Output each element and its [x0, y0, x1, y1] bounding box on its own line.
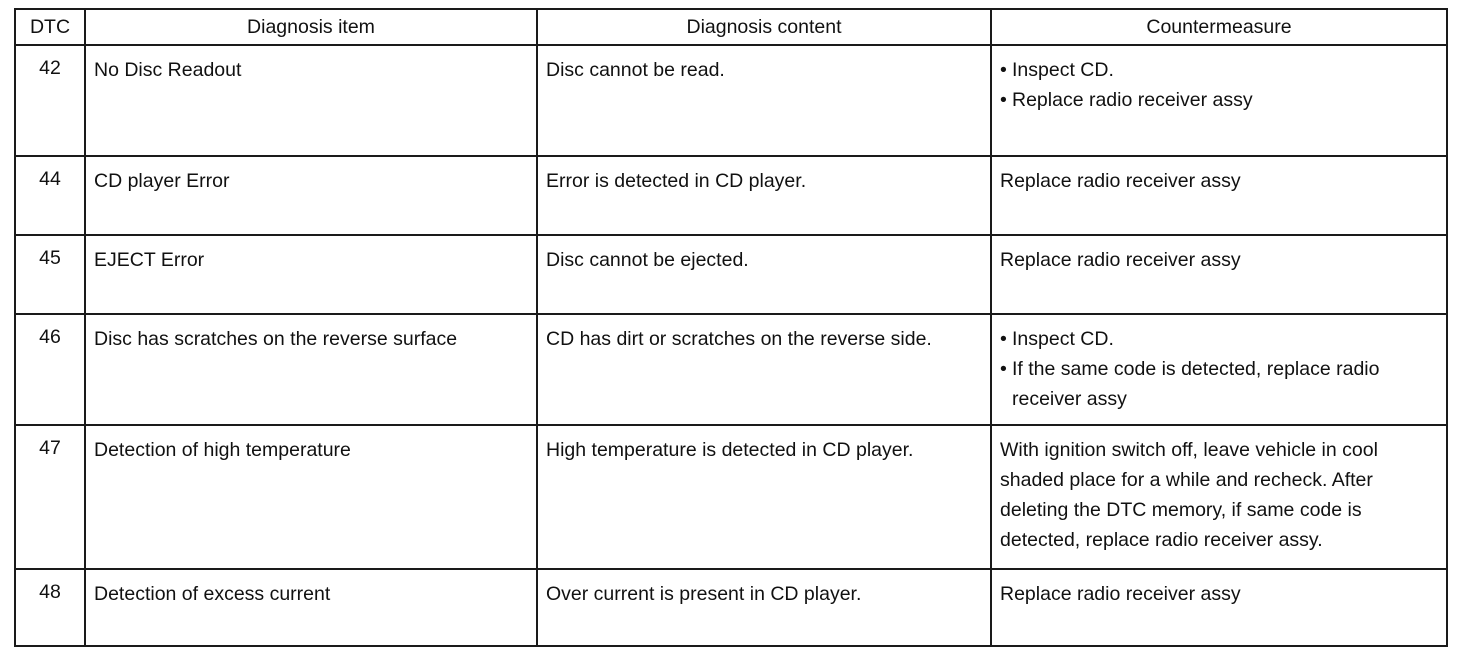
table-row — [15, 425, 1447, 569]
diagnosis-item: No Disc Readout — [85, 45, 537, 156]
header-countermeasure: Countermeasure — [991, 9, 1447, 45]
countermeasure: With ignition switch off, leave vehicle in cool shaded place for a while and recheck. After deleting the DTC memory, if same code is detected, replace radio receiver assy. — [991, 425, 1447, 569]
diagnosis-item: Detection of high temperature — [85, 425, 537, 569]
dtc-code: 47 — [15, 425, 85, 569]
diagnosis-item: Detection of excess current — [85, 569, 537, 646]
countermeasure: Replace radio receiver assy — [991, 569, 1447, 646]
countermeasure — [991, 314, 1447, 425]
table-row — [15, 45, 1447, 156]
dtc-code: 45 — [15, 235, 85, 314]
diagnosis-content: Error is detected in CD player. — [537, 156, 991, 235]
dtc-code: 48 — [15, 569, 85, 646]
countermeasure: Replace radio receiver assy — [991, 235, 1447, 314]
table-header-row — [15, 9, 1447, 45]
diagnosis-content: CD has dirt or scratches on the reverse side. — [537, 314, 991, 425]
diagnosis-content: Disc cannot be ejected. — [537, 235, 991, 314]
diagnosis-item: CD player Error — [85, 156, 537, 235]
countermeasure-bullet: • If the same code is detected, replace radio receiver assy — [1000, 354, 1438, 414]
table-row — [15, 156, 1447, 235]
dtc-table-container — [14, 8, 1448, 647]
countermeasure-list — [1000, 55, 1438, 115]
diagnosis-content: Disc cannot be read. — [537, 45, 991, 156]
diagnosis-content: High temperature is detected in CD player. — [537, 425, 991, 569]
header-dtc: DTC — [15, 9, 85, 45]
diagnosis-item: Disc has scratches on the reverse surface — [85, 314, 537, 425]
table-row — [15, 235, 1447, 314]
countermeasure-bullet: • Inspect CD. — [1000, 324, 1438, 354]
diagnosis-content: Over current is present in CD player. — [537, 569, 991, 646]
dtc-code: 44 — [15, 156, 85, 235]
header-diagnosis-item: Diagnosis item — [85, 9, 537, 45]
countermeasure-bullet: • Inspect CD. — [1000, 55, 1438, 85]
countermeasure-list — [1000, 324, 1438, 414]
countermeasure-bullet: • Replace radio receiver assy — [1000, 85, 1438, 115]
dtc-code: 46 — [15, 314, 85, 425]
countermeasure — [991, 45, 1447, 156]
dtc-code: 42 — [15, 45, 85, 156]
header-diagnosis-content: Diagnosis content — [537, 9, 991, 45]
countermeasure: Replace radio receiver assy — [991, 156, 1447, 235]
table-row — [15, 569, 1447, 646]
dtc-table — [14, 8, 1448, 647]
table-row — [15, 314, 1447, 425]
diagnosis-item: EJECT Error — [85, 235, 537, 314]
